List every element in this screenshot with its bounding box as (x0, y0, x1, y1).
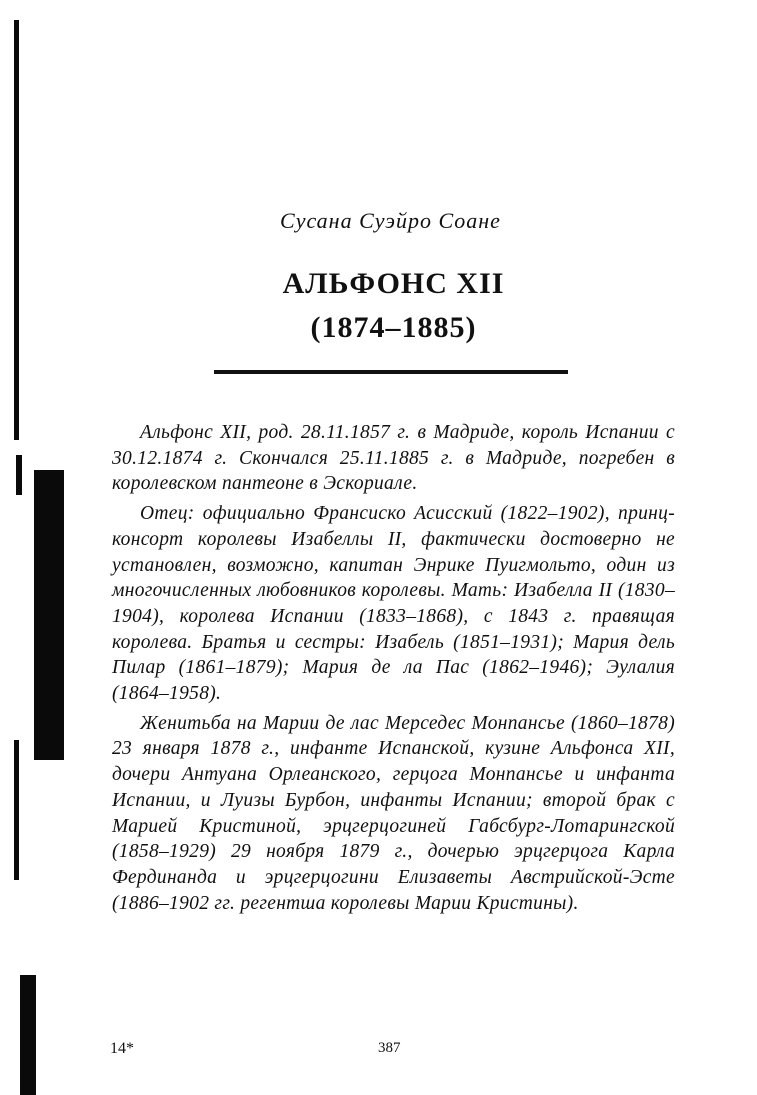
scan-edge-artifact (34, 470, 64, 760)
paragraph: Отец: официально Франсиско Асисский (1822–1902), принц-консорт королевы Изабеллы II, фактически достоверно не установлен, возможно, капитан Энрике Пуигмольто, один из многочисленных любовников королевы. Мать: Изабелла II (1830–1904), королева Испании (1833–1868), с 1843 г. правящая королева. Братья и сестры: Изабель (1851–1931); Мария дель Пилар (1861–1879); Мария де ла Пас (1862–1946); Эулалия (1864–1958). (112, 503, 675, 705)
scan-edge-artifact (16, 455, 22, 495)
chapter-author: Сусана Суэйро Соане (280, 208, 501, 233)
page-number: 387 (378, 1040, 401, 1056)
chapter-body (112, 420, 675, 920)
paragraph: Женитьба на Марии де лас Мерседес Монпансье (1860–1878) 23 января 1878 г., инфанте Испанской, кузине Альфонса XII, дочери Антуана Орлеанского, герцога Монпансье и инфанта Испании, и Луизы Бурбон, инфанты Испании; второй брак с Марией Кристиной, эрцгерцогиней Габсбург-Лотарингской (1858–1929) 29 ноября 1879 г., дочерью эрцгерцога Карла Фердинанда и эрцгерцогини Елизаветы Австрийской-Эсте (1886–1902 гг. регентша королевы Марии Кристины). (112, 712, 675, 914)
paragraph: Альфонс XII, род. 28.11.1857 г. в Мадриде, король Испании с 30.12.1874 г. Скончался 25.11.1885 г. в Мадриде, погребен в королевском пантеоне в Эскориале. (112, 422, 675, 495)
chapter-title-name: АЛЬФОНС XII (282, 267, 505, 300)
chapter-title-years: (1874–1885) (310, 311, 477, 344)
scan-edge-artifact (20, 975, 36, 1095)
chapter-title (15, 262, 757, 350)
scan-edge-artifact (14, 740, 19, 880)
title-divider (214, 370, 568, 374)
printer-signature-mark: 14* (110, 1040, 134, 1057)
